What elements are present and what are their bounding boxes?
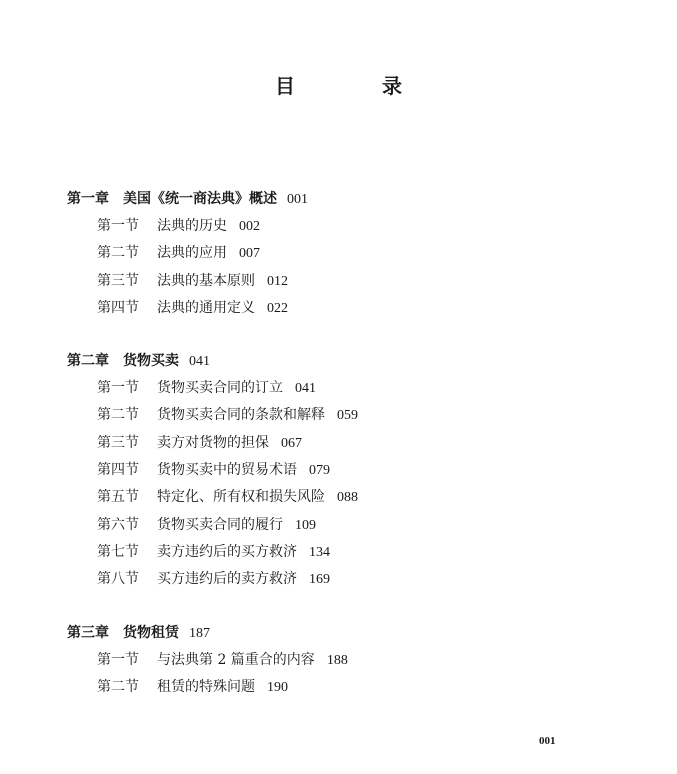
toc-section-entry[interactable] [67,566,627,593]
section-title: 卖方违约后的买方救济 [157,543,297,560]
chapter-page-number: 001 [287,192,308,207]
page-title: 目 录 [275,74,442,98]
section-number: 第七节 [97,543,139,560]
section-number: 第二节 [97,407,139,424]
section-number: 第五节 [97,489,139,506]
section-title: 货物买卖合同的条款和解释 [157,407,325,424]
section-title: 货物买卖合同的订立 [157,380,283,397]
chapter-heading[interactable] [67,348,627,375]
toc-section-entry[interactable] [67,512,627,539]
toc-section-entry[interactable] [67,539,627,566]
section-page-number: 067 [281,435,302,451]
toc-section-entry[interactable] [67,375,627,402]
section-title: 租赁的特殊问题 [157,678,255,695]
section-page-number: 012 [267,273,288,289]
toc-section-entry[interactable] [67,647,627,674]
section-page-number: 007 [239,246,260,262]
section-number: 第六节 [97,516,139,533]
section-page-number: 109 [295,517,316,533]
toc-section-entry[interactable] [67,295,627,322]
toc-section-entry[interactable] [67,402,627,429]
section-title: 法典的基本原则 [157,272,255,289]
chapter-3 [67,620,627,702]
section-number: 第二节 [97,678,139,695]
chapter-number: 第一章 [67,191,109,207]
section-page-number: 041 [295,381,316,397]
section-number: 第二节 [97,245,139,262]
chapter-heading[interactable] [67,620,627,647]
chapter-title: 货物买卖 [123,353,179,370]
toc-section-entry[interactable] [67,268,627,295]
section-number: 第四节 [97,462,139,479]
section-page-number: 088 [337,490,358,506]
section-page-number: 022 [267,300,288,316]
chapter-heading[interactable] [67,186,627,213]
table-of-contents [67,186,627,727]
toc-section-entry[interactable] [67,457,627,484]
section-page-number: 134 [309,544,330,560]
chapter-1 [67,186,627,322]
section-number: 第八节 [97,571,139,588]
chapter-title: 美国《统一商法典》概述 [123,191,277,207]
section-title: 法典的历史 [157,218,227,234]
section-number: 第三节 [97,434,139,451]
section-title: 与法典第 2 篇重合的内容 [157,651,315,668]
section-page-number: 002 [239,219,260,234]
toc-section-entry[interactable] [67,484,627,511]
chapter-number: 第二章 [67,353,109,370]
section-page-number: 188 [326,652,348,668]
section-title: 货物买卖合同的履行 [157,516,283,533]
chapter-number: 第三章 [67,624,109,641]
section-number: 第一节 [97,651,139,668]
section-title: 货物买卖中的贸易术语 [157,462,297,479]
chapter-title: 货物租赁 [123,624,179,641]
section-title: 法典的应用 [157,245,227,262]
section-page-number: 190 [267,679,288,695]
section-number: 第三节 [97,272,139,289]
toc-section-entry[interactable] [67,674,627,701]
section-page-number: 059 [337,408,358,424]
toc-section-entry[interactable] [67,213,627,240]
section-page-number: 079 [309,463,330,479]
section-number: 第一节 [97,380,139,397]
toc-section-entry[interactable] [67,430,627,457]
section-title: 法典的通用定义 [157,299,255,316]
chapter-page-number: 041 [189,354,210,370]
section-title: 买方违约后的卖方救济 [157,571,297,588]
page-folio-number: 001 [539,735,556,747]
section-title: 特定化、所有权和损失风险 [157,489,325,506]
section-page-number: 169 [309,572,330,588]
section-number: 第四节 [97,299,139,316]
chapter-page-number: 187 [189,625,210,641]
section-number: 第一节 [97,218,139,234]
chapter-2 [67,348,627,593]
section-title: 卖方对货物的担保 [157,434,269,451]
toc-section-entry[interactable] [67,240,627,267]
